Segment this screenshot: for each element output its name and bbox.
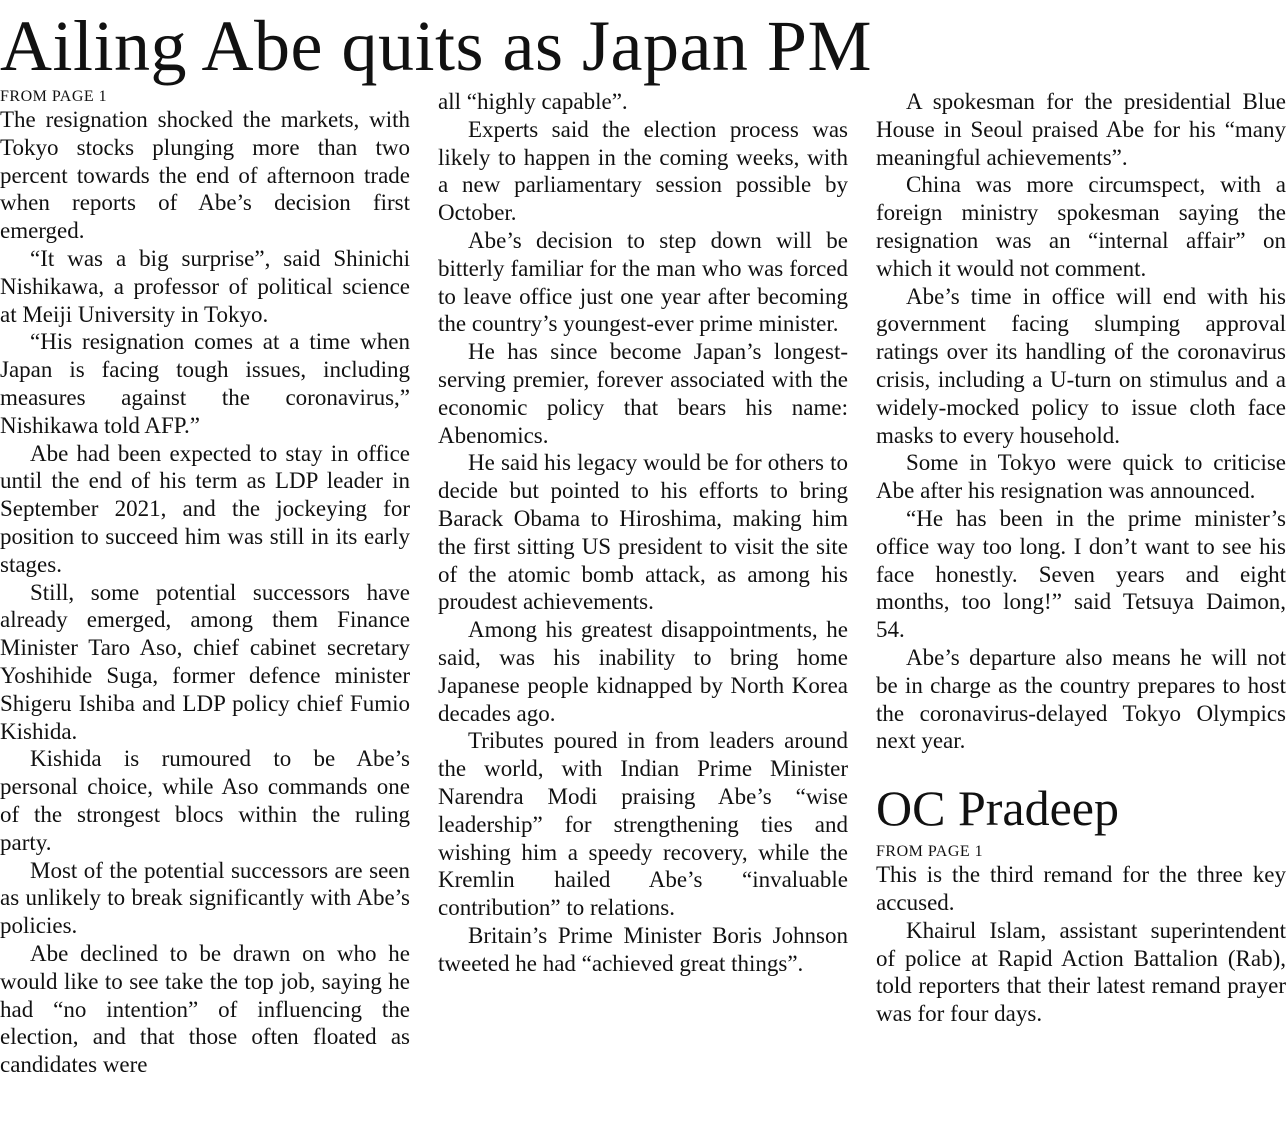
col1-paragraph: Abe had been expected to stay in office until the end of his term as LDP leader in September 2021, and the jockeying for position to succeed him was still in its early stages.: [0, 440, 410, 577]
col3-paragraph: Abe’s departure also means he will not be in charge as the country prepares to host the coronavirus-delayed Tokyo Olympics next year.: [876, 644, 1286, 754]
col2-paragraph: He said his legacy would be for others to decide but pointed to his efforts to bring Barack Obama to Hiroshima, making him the first sitting US president to visit the site of the atomic bomb attack, as among his proudest achievements.: [438, 450, 848, 615]
col2-paragraph: Britain’s Prime Minister Boris Johnson tweeted he had “achieved great things”.: [438, 922, 848, 976]
col1-paragraph: “His resignation comes at a time when Japan is facing tough issues, including measures against the coronavirus,” Nishikawa told AFP.”: [0, 329, 410, 438]
column-3: [876, 88, 1286, 1028]
story2-paragraph: This is the third remand for the three key accused.: [876, 862, 1286, 915]
col2-paragraph: Among his greatest disappointments, he said, was his inability to bring home Japanese people kidnapped by North Korea decades ago.: [438, 617, 848, 726]
col2-paragraph: Abe’s decision to step down will be bitterly familiar for the man who was forced to leave office just one year after becoming the country’s youngest-ever prime minister.: [438, 227, 848, 337]
col1-paragraph: Still, some potential successors have already emerged, among them Finance Minister Taro Aso, chief cabinet secretary Yoshihide Suga, former defence minister Shigeru Ishiba and LDP policy chief Fumio Kishida.: [0, 579, 410, 744]
col1-paragraph: “It was a big surprise”, said Shinichi Nishikawa, a professor of political science at Meiji University in Tokyo.: [0, 245, 410, 327]
column-1: [0, 88, 410, 1079]
col2-paragraph: Experts said the election process was likely to happen in the coming weeks, with a new parliamentary session possible by October.: [438, 116, 848, 226]
story2-kicker: FROM PAGE 1: [876, 843, 984, 861]
col3-paragraph: A spokesman for the presidential Blue House in Seoul praised Abe for his “many meaningful achievements”.: [876, 89, 1286, 170]
col1-paragraph: Most of the potential successors are seen as unlikely to break significantly with Abe’s policies.: [0, 857, 410, 939]
col2-paragraph: all “highly capable”.: [438, 89, 628, 114]
story2-headline: OC Pradeep: [876, 780, 1119, 837]
col1-paragraph: The resignation shocked the markets, with Tokyo stocks plunging more than two percent towards the end of afternoon trade when reports of Abe’s decision first emerged.: [0, 107, 410, 244]
col1-paragraph: Kishida is rumoured to be Abe’s personal choice, while Aso commands one of the strongest blocs within the ruling party.: [0, 746, 410, 855]
main-headline: Ailing Abe quits as Japan PM: [0, 6, 872, 86]
col2-paragraph: Tributes poured in from leaders around the world, with Indian Prime Minister Narendra Modi praising Abe’s “wise leadership” for strengthening ties and wishing him a speedy recovery, while the Kremlin hailed Abe’s “invaluable contribution” to relations.: [438, 728, 848, 921]
col2-paragraph: He has since become Japan’s longest-serving premier, forever associated with the economic policy that bears his name: Abenomics.: [438, 339, 848, 448]
col1-paragraph: Abe declined to be drawn on who he would like to see take the top job, saying he had “no intention” of influencing the election, and that those often floated as candidates were: [0, 940, 410, 1078]
story2-paragraph: Khairul Islam, assistant superintendent of police at Rapid Action Battalion (Rab), told reporters that their latest remand prayer was for four days.: [876, 917, 1286, 1027]
story1-kicker: FROM PAGE 1: [0, 88, 108, 105]
col3-paragraph: Some in Tokyo were quick to criticise Abe after his resignation was announced.: [876, 450, 1286, 504]
column-2: [438, 88, 848, 978]
col3-paragraph: China was more circumspect, with a foreign ministry spokesman saying the resignation was an “internal affair” on which it would not comment.: [876, 172, 1286, 281]
col3-paragraph: Abe’s time in office will end with his government facing slumping approval ratings over its handling of the coronavirus crisis, including a U-turn on stimulus and a widely-mocked policy to issue cloth face masks to every household.: [876, 283, 1286, 448]
col3-paragraph: “He has been in the prime minister’s office way too long. I don’t want to see his face honestly. Seven years and eight months, too long!” said Tetsuya Daimon, 54.: [876, 505, 1286, 643]
